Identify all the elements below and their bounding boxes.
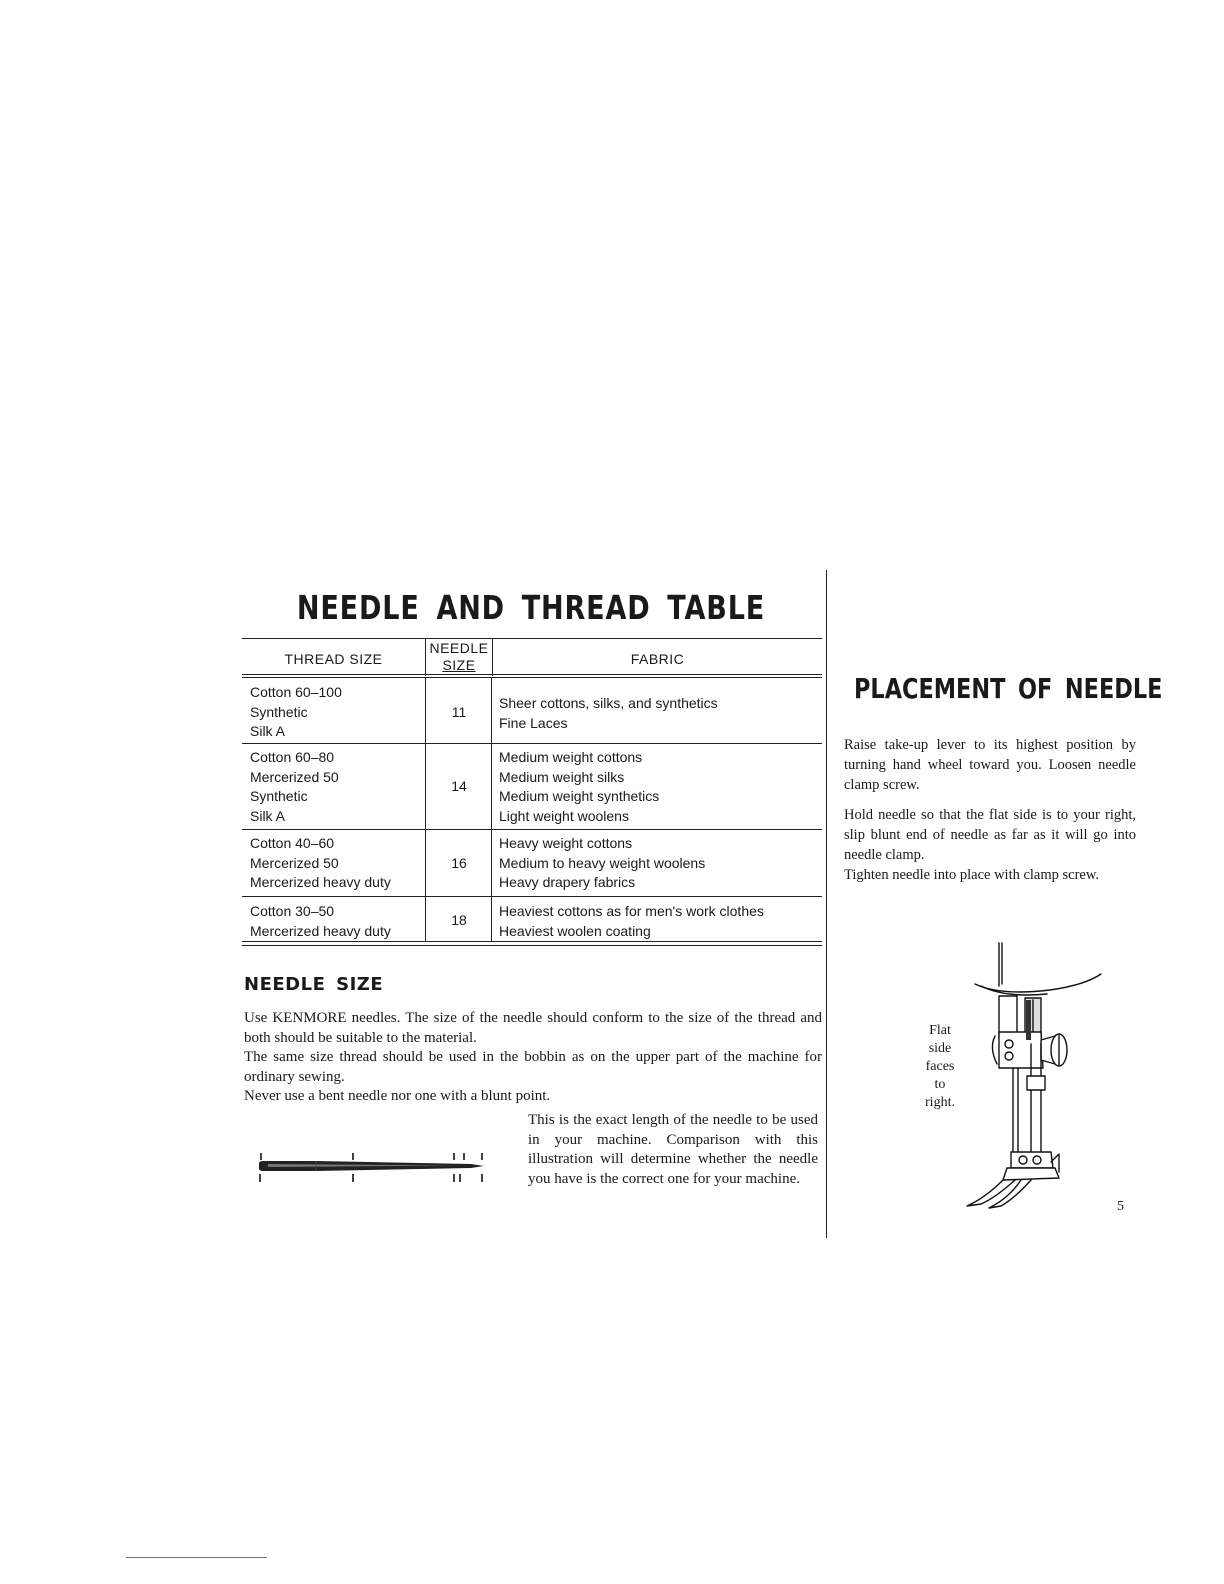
needle-clamp-illustration bbox=[955, 940, 1115, 1215]
header-rule-1 bbox=[242, 674, 822, 675]
needle-thread-table bbox=[242, 638, 822, 950]
thread-line: Cotton 40–60 bbox=[250, 835, 335, 851]
row-fabric bbox=[499, 694, 718, 733]
table-bottom-rule-2 bbox=[242, 945, 822, 946]
row-rule bbox=[242, 896, 822, 897]
header-vline-left bbox=[425, 638, 426, 676]
fabric-line: Medium weight synthetics bbox=[499, 788, 660, 804]
thread-line: Cotton 60–100 bbox=[250, 684, 342, 700]
row-needle-size: 16 bbox=[451, 855, 467, 871]
caption-line: faces bbox=[925, 1059, 955, 1074]
placement-text bbox=[844, 735, 1136, 895]
needle-size-text bbox=[244, 1009, 822, 1107]
caption-line: right. bbox=[925, 1095, 955, 1110]
blue-rule bbox=[126, 1557, 267, 1558]
thread-line: Mercerized heavy duty bbox=[250, 922, 391, 939]
thread-line: Mercerized 50 bbox=[250, 768, 339, 785]
needle-size-paragraph: Use KENMORE needles. The size of the needle should conform to the size of the thread and both should be suitable to the material. bbox=[244, 1010, 822, 1046]
table-row bbox=[242, 683, 822, 743]
placement-paragraph: Hold needle so that the flat side is to your right, slip blunt end of needle as far as it will go into needle clamp. bbox=[844, 807, 1136, 863]
header-fabric: FABRIC bbox=[630, 651, 685, 667]
row-thread bbox=[250, 748, 339, 826]
caption-line: to bbox=[934, 1077, 946, 1092]
thread-line: Mercerized 50 bbox=[250, 854, 339, 871]
fabric-line: Heavy drapery fabrics bbox=[499, 874, 636, 890]
fabric-line: Fine Laces bbox=[499, 714, 568, 731]
header-needle-size-line1: NEEDLE bbox=[429, 640, 489, 656]
table-row bbox=[242, 902, 822, 942]
header-needle-size-line2: SIZE bbox=[442, 657, 476, 673]
needle-size-heading: NEEDLE SIZE bbox=[244, 974, 384, 995]
fabric-line: Medium weight silks bbox=[499, 768, 625, 785]
table-row bbox=[242, 748, 822, 828]
column-divider bbox=[826, 570, 827, 1238]
thread-line: Silk A bbox=[250, 723, 286, 739]
table-bottom-rule-1 bbox=[242, 941, 822, 942]
row-needle-size: 14 bbox=[451, 778, 467, 794]
needle-size-paragraph: The same size thread should be used in the bobbin as on the upper part of the machine for ordinary sewing. bbox=[244, 1049, 822, 1085]
header-rule-2 bbox=[242, 677, 822, 678]
row-fabric bbox=[499, 902, 764, 941]
thread-line: Silk A bbox=[250, 807, 286, 824]
caption-line: Flat bbox=[929, 1023, 951, 1038]
thread-line: Cotton 30–50 bbox=[250, 903, 335, 919]
fabric-line: Heaviest cottons as for men's work clothes bbox=[499, 903, 764, 919]
fabric-line: Medium weight cottons bbox=[499, 749, 643, 765]
page-title: NEEDLE AND THREAD TABLE bbox=[296, 588, 766, 627]
needle-length-text: This is the exact length of the needle to be used in your machine. Comparison with this illustration will determine whether the needle you have is the correct one for your machine. bbox=[528, 1112, 818, 1187]
table-top-rule bbox=[242, 638, 822, 639]
thread-line: Synthetic bbox=[250, 788, 308, 804]
row-thread bbox=[250, 902, 391, 941]
thread-line: Synthetic bbox=[250, 703, 308, 720]
needle-length-illustration bbox=[256, 1150, 492, 1186]
placement-heading: PLACEMENT OF NEEDLE bbox=[854, 672, 1163, 705]
table-header bbox=[242, 642, 822, 677]
header-vline-right bbox=[492, 638, 493, 676]
row-thread bbox=[250, 683, 342, 742]
caption-line: side bbox=[928, 1041, 952, 1056]
fabric-line: Heaviest woolen coating bbox=[499, 922, 651, 939]
thread-line: Cotton 60–80 bbox=[250, 749, 335, 765]
page-number: 5 bbox=[1117, 1199, 1124, 1214]
row-fabric bbox=[499, 748, 659, 826]
placement-paragraph: Raise take-up lever to its highest position by turning hand wheel toward you. Loosen needle clamp screw. bbox=[844, 737, 1136, 793]
row-needle-size: 18 bbox=[451, 912, 467, 928]
row-rule bbox=[242, 743, 822, 744]
placement-paragraph: Tighten needle into place with clamp screw. bbox=[844, 867, 1100, 883]
row-thread bbox=[250, 834, 391, 893]
header-thread-size: THREAD SIZE bbox=[284, 651, 383, 667]
fabric-line: Sheer cottons, silks, and synthetics bbox=[499, 695, 718, 711]
row-fabric bbox=[499, 834, 705, 893]
fabric-line: Light weight woolens bbox=[499, 807, 629, 824]
needle-size-paragraph: Never use a bent needle nor one with a blunt point. bbox=[244, 1088, 551, 1104]
header-needle-size bbox=[425, 640, 493, 674]
row-rule bbox=[242, 829, 822, 830]
fabric-line: Heavy weight cottons bbox=[499, 835, 633, 851]
table-row bbox=[242, 834, 822, 894]
row-needle-size: 11 bbox=[451, 704, 467, 720]
fabric-line: Medium to heavy weight woolens bbox=[499, 854, 706, 871]
thread-line: Mercerized heavy duty bbox=[250, 874, 391, 890]
